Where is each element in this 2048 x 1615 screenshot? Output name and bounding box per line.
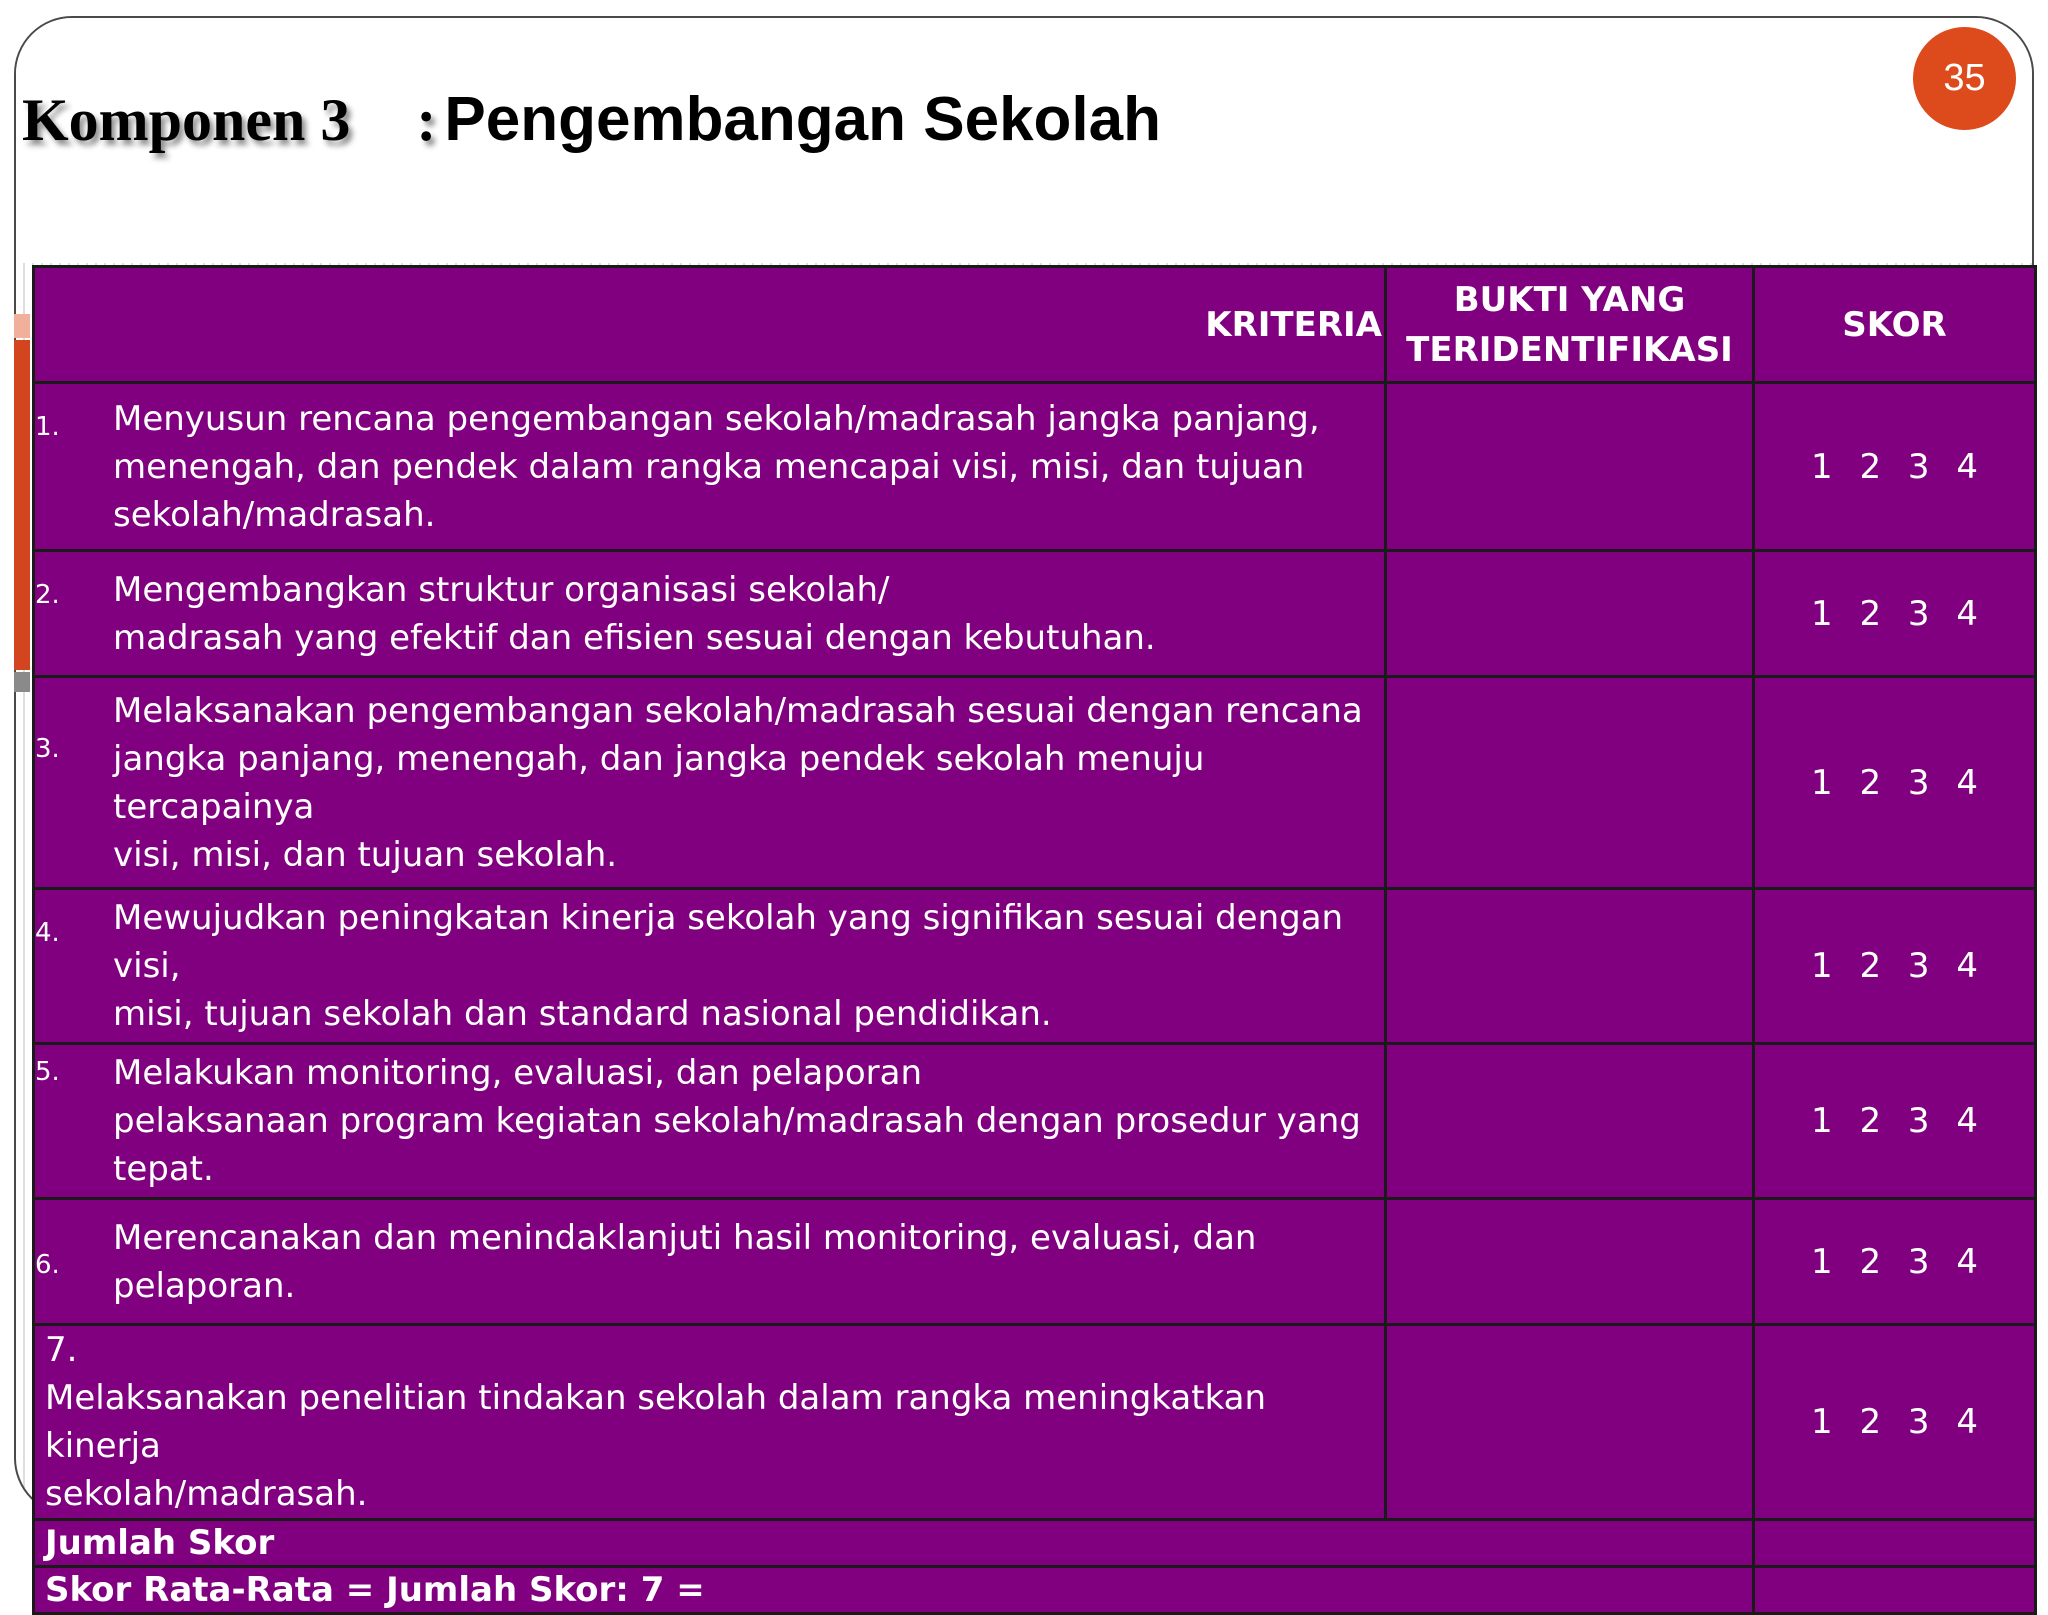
table-row — [34, 1199, 2036, 1325]
item-text — [35, 1326, 1384, 1518]
item-line: Mengembangkan struktur organisasi sekolah/ — [113, 569, 890, 610]
table-row — [34, 677, 2036, 889]
evidence-cell[interactable] — [1386, 677, 1754, 889]
item-text — [35, 1210, 1384, 1314]
evidence-cell[interactable] — [1386, 1325, 1754, 1520]
average-score-label: Skor Rata-Rata = Jumlah Skor: 7 = — [34, 1567, 1754, 1614]
item-line: Melaksanakan penelitian tindakan sekolah dalam rangka meningkatkan kinerja — [45, 1378, 1267, 1466]
item-line: madrasah yang efektif dan efisien sesuai dengan kebutuhan. — [113, 617, 1156, 658]
evidence-cell[interactable] — [1386, 551, 1754, 677]
item-line: Melaksanakan pengembangan sekolah/madrasah sesuai dengan rencana — [113, 690, 1363, 731]
evidence-cell[interactable] — [1386, 889, 1754, 1044]
criteria-cell — [34, 1199, 1386, 1325]
item-number: 2. — [35, 580, 60, 610]
score-options[interactable]: 1 2 3 4 — [1754, 677, 2036, 889]
item-text — [35, 391, 1384, 543]
item-line: menengah, dan pendek dalam rangka mencapai visi, misi, dan tujuan — [113, 446, 1305, 487]
item-line: sekolah/madrasah. — [45, 1474, 368, 1514]
slide-title — [22, 84, 1161, 155]
item-line: Mewujudkan peningkatan kinerja sekolah yang signifikan sesuai dengan visi, — [113, 898, 1344, 986]
header-evidence-line2: TERIDENTIFIKASI — [1406, 329, 1733, 370]
item-line: Merencanakan dan menindaklanjuti hasil monitoring, evaluasi, dan pelaporan. — [113, 1217, 1257, 1306]
item-text — [35, 890, 1384, 1042]
item-number: 1. — [35, 412, 60, 442]
item-line: Menyusun rencana pengembangan sekolah/madrasah jangka panjang, — [113, 398, 1320, 439]
score-options[interactable]: 1 2 3 4 — [1754, 551, 2036, 677]
score-options[interactable]: 1 2 3 4 — [1754, 1325, 2036, 1520]
table-row — [34, 889, 2036, 1044]
title-component: Komponen 3 — [22, 87, 351, 153]
item-text — [35, 562, 1384, 666]
average-score-row — [34, 1567, 2036, 1614]
evidence-cell[interactable] — [1386, 1199, 1754, 1325]
header-evidence — [1386, 267, 1754, 383]
header-score: SKOR — [1754, 267, 2036, 383]
criteria-cell — [34, 889, 1386, 1044]
item-line: misi, tujuan sekolah dan standard nasional pendidikan. — [113, 994, 1052, 1034]
score-options[interactable]: 1 2 3 4 — [1754, 1044, 2036, 1199]
item-number: 5. — [35, 1057, 60, 1087]
score-options[interactable]: 1 2 3 4 — [1754, 1199, 2036, 1325]
item-line: visi, misi, dan tujuan sekolah. — [113, 834, 618, 875]
item-line: tepat. — [113, 1149, 214, 1189]
table-row — [34, 1325, 2036, 1520]
item-line: Melakukan monitoring, evaluasi, dan pelaporan — [113, 1053, 923, 1093]
criteria-cell — [34, 1325, 1386, 1520]
evidence-cell[interactable] — [1386, 1044, 1754, 1199]
score-options[interactable]: 1 2 3 4 — [1754, 383, 2036, 551]
side-accent — [14, 340, 30, 670]
table-row — [34, 383, 2036, 551]
header-evidence-line1: BUKTI YANG — [1453, 279, 1686, 320]
table-row — [34, 1044, 2036, 1199]
header-criteria: KRITERIA — [34, 267, 1386, 383]
side-accent-bottom — [14, 672, 30, 692]
title-colon: : — [416, 87, 437, 153]
table-header-row — [34, 267, 2036, 383]
item-line: jangka panjang, menengah, dan jangka pendek sekolah menuju tercapainya — [113, 738, 1205, 827]
item-text — [35, 683, 1384, 883]
score-options[interactable]: 1 2 3 4 — [1754, 889, 2036, 1044]
average-score-value[interactable] — [1754, 1567, 2036, 1614]
criteria-cell — [34, 1044, 1386, 1199]
total-score-value[interactable] — [1754, 1520, 2036, 1567]
criteria-cell — [34, 677, 1386, 889]
criteria-cell — [34, 383, 1386, 551]
total-score-row — [34, 1520, 2036, 1567]
title-subject: Pengembangan Sekolah — [444, 85, 1162, 154]
table-row — [34, 551, 2036, 677]
evidence-cell[interactable] — [1386, 383, 1754, 551]
side-accent-top — [14, 314, 30, 338]
item-line: sekolah/madrasah. — [113, 494, 436, 535]
criteria-cell — [34, 551, 1386, 677]
item-text — [35, 1045, 1384, 1197]
criteria-table — [32, 265, 2037, 1615]
item-number: 7. — [45, 1330, 78, 1370]
item-number: 3. — [35, 734, 60, 764]
item-number: 6. — [35, 1250, 60, 1280]
page-number-badge: 35 — [1913, 27, 2016, 130]
item-line: pelaksanaan program kegiatan sekolah/madrasah dengan prosedur yang — [113, 1101, 1361, 1141]
item-number: 4. — [35, 918, 60, 948]
total-score-label: Jumlah Skor — [34, 1520, 1754, 1567]
